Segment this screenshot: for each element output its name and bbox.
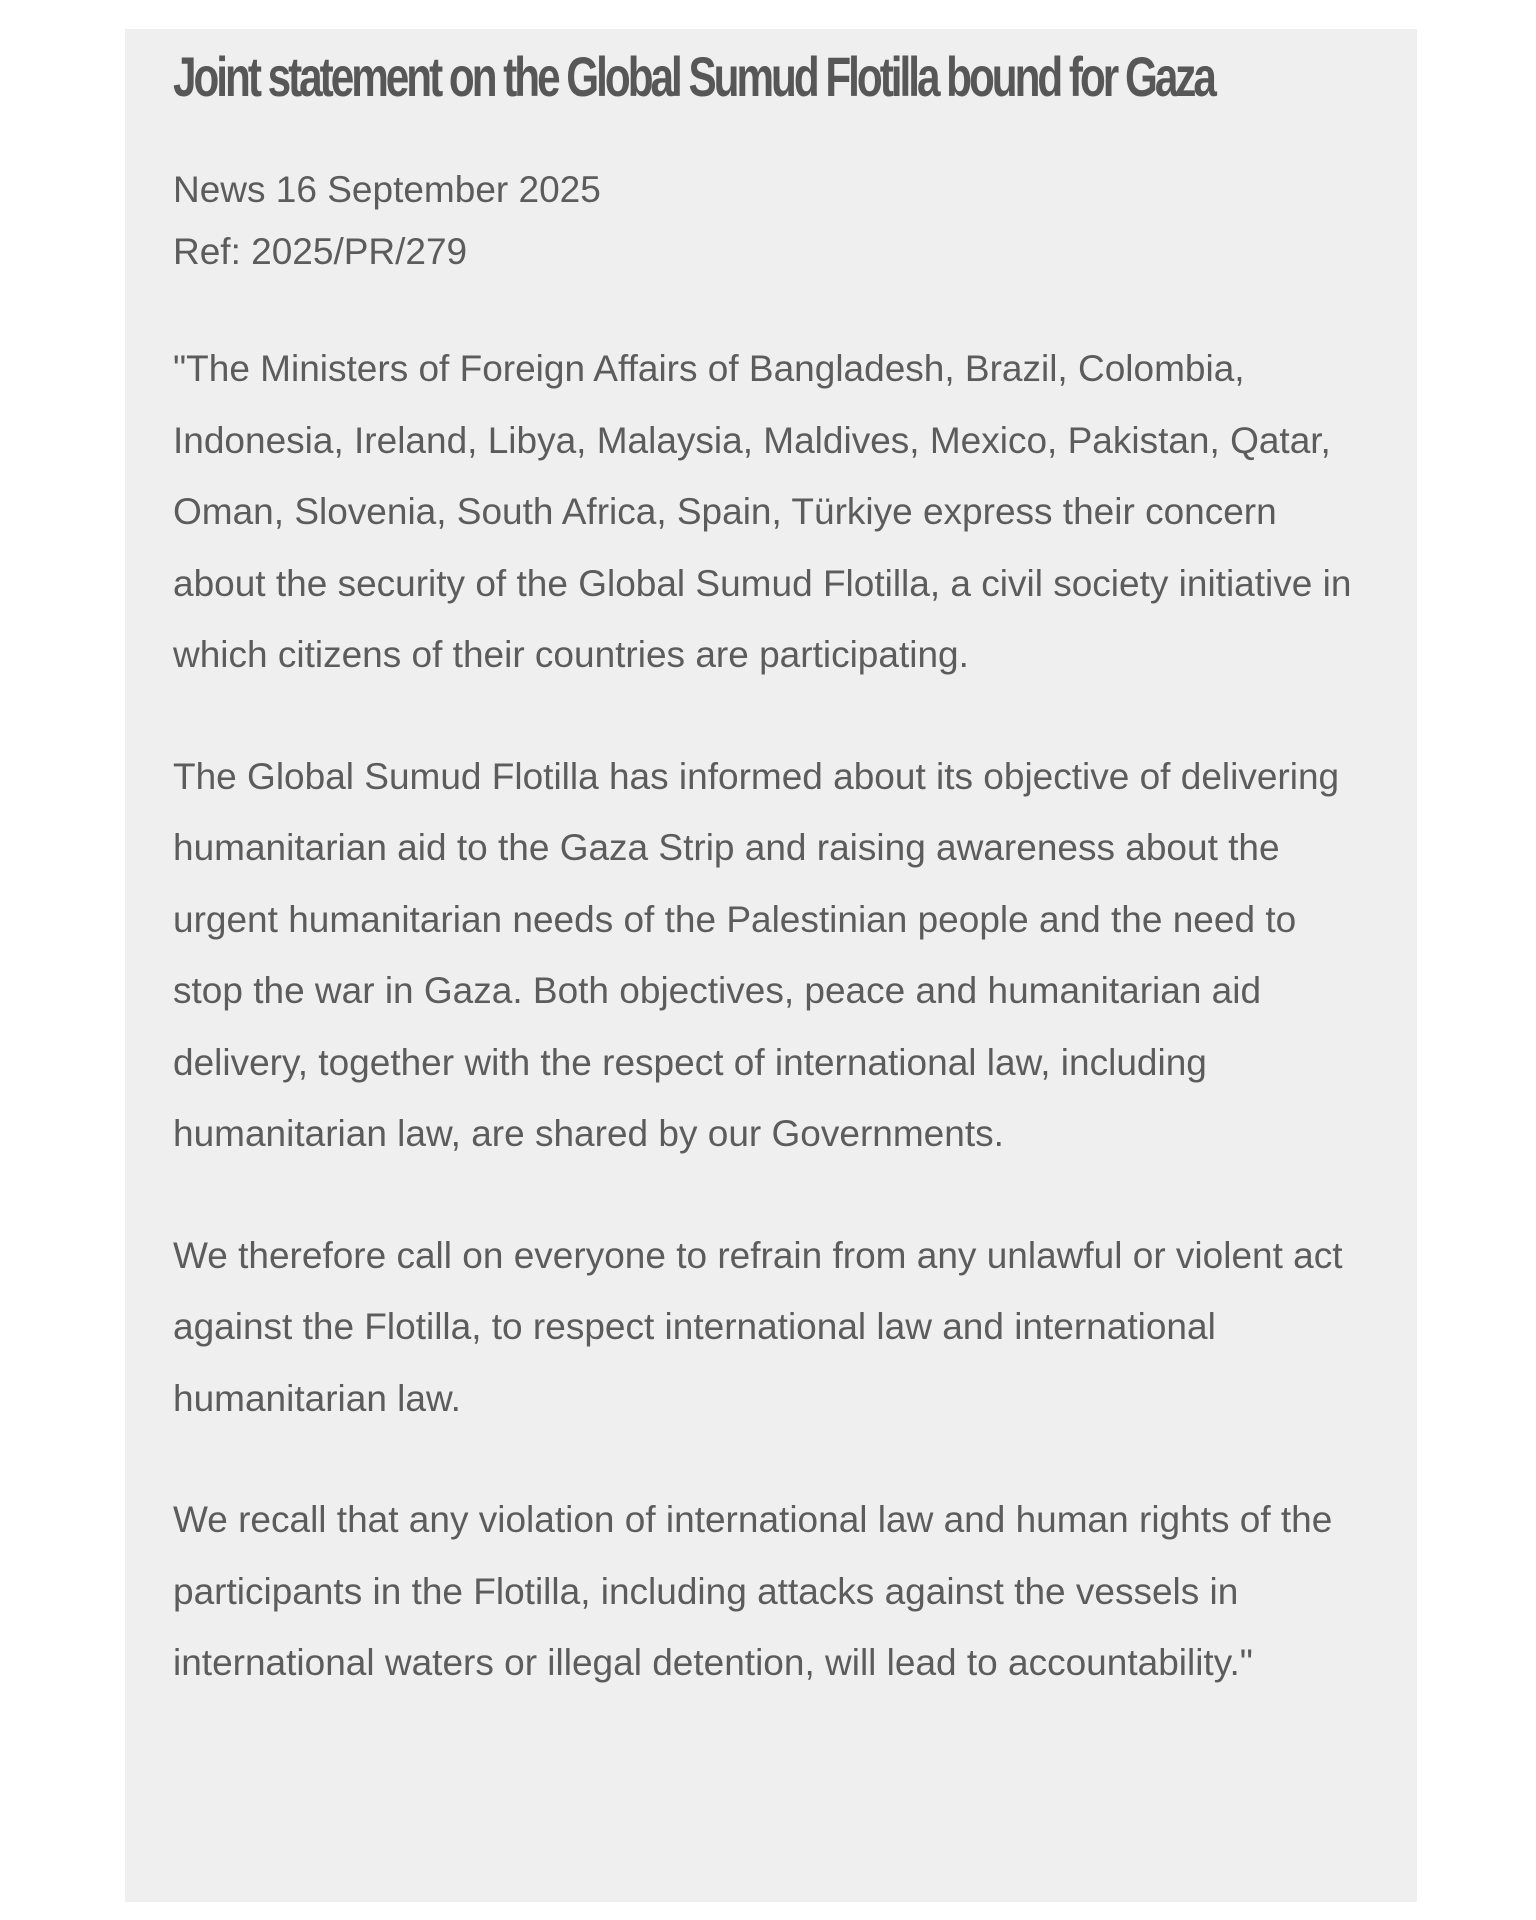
paragraph: The Global Sumud Flotilla has informed about its objective of delivering humanitarian aid to the Gaza Strip and raising awareness about the urgent humanitarian needs of the Palestinian people and the need to stop the war in Gaza. Both objectives, peace and humanitarian aid delivery, together with the respect of international law, including humanitarian law, are shared by our Governments. [173,755,1340,1154]
article-card [125,29,1417,1902]
article-meta [173,159,1357,283]
paragraph: We therefore call on everyone to refrain from any unlawful or violent act against the Flotilla, to respect international law and international humanitarian law. [173,1234,1343,1419]
paragraph: "The Ministers of Foreign Affairs of Bangladesh, Brazil, Colombia, Indonesia, Ireland, Libya, Malaysia, Maldives, Mexico, Pakistan, Qatar, Oman, Slovenia, South Africa, Spain, Türkiye express their concern about the security of the Global Sumud Flotilla, a civil society initiative in which citizens of their countries are participating. [173,348,1352,675]
reference-number: Ref: 2025/PR/279 [173,231,468,272]
article-title: Joint statement on the Global Sumud Flotilla bound for Gaza [173,45,1214,108]
article-body [173,333,1357,1699]
paragraph: We recall that any violation of international law and human rights of the participants in the Flotilla, including attacks against the vessels in international waters or illegal detention, will lead to accountability." [173,1499,1333,1683]
news-date: News 16 September 2025 [173,169,601,210]
